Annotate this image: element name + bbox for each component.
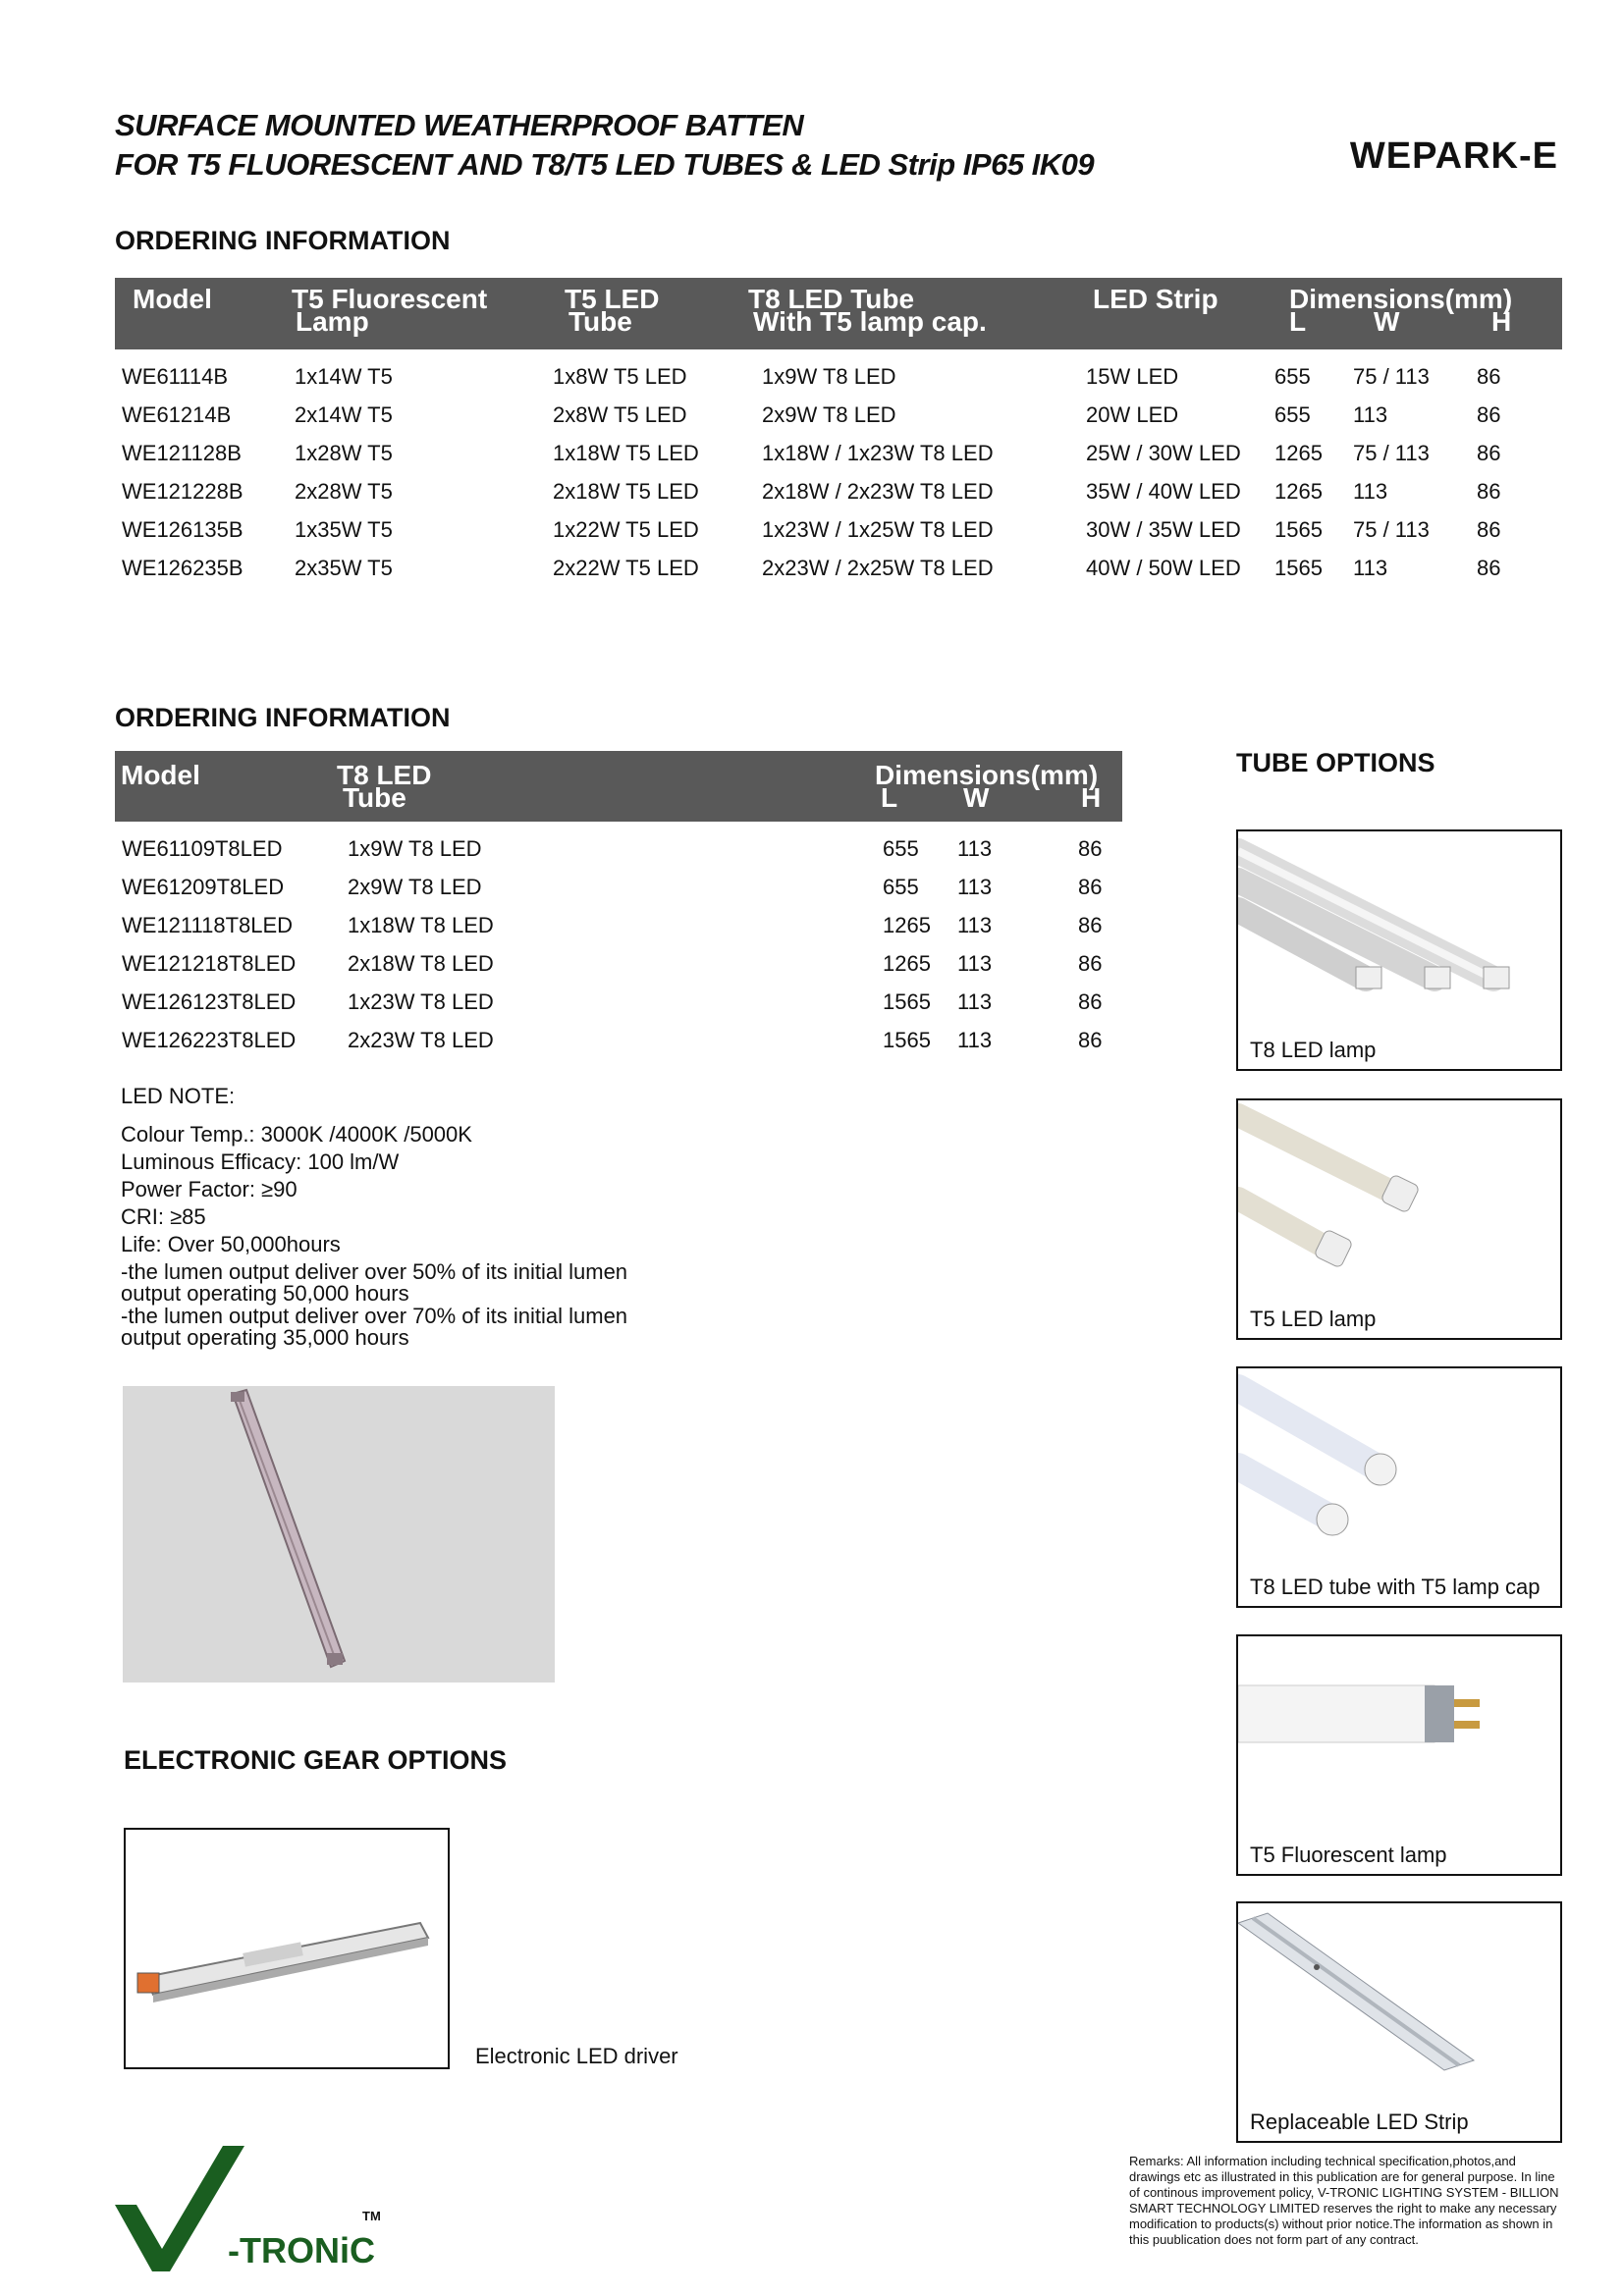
cell-t8led: 2x9W T8 LED xyxy=(762,402,896,427)
remarks-text: Remarks: All information including technical specification,photos,and drawings etc as illustrated in this publication are for general purpose. In line of continous improvement policy, V-TRONIC LIGHTING SYSTEM - BILLION SMART TECHNOLOGY LIMITED reserves the right to make any necessary modification to products(s) without prior notice.The information as shown in this puublication does not form part of any contract. xyxy=(1129,2154,1559,2247)
cell-model: WE61209T8LED xyxy=(122,875,285,899)
cell-l: 1265 xyxy=(1274,441,1323,465)
tube-option-t5-led xyxy=(1236,1098,1562,1340)
title-line-1: SURFACE MOUNTED WEATHERPROOF BATTEN xyxy=(115,108,804,142)
table-row xyxy=(0,983,1178,1021)
tube-option-t8-with-t5-cap xyxy=(1236,1366,1562,1608)
cell-l: 655 xyxy=(883,836,919,861)
cell-t8led: 1x18W / 1x23W T8 LED xyxy=(762,441,994,465)
tube-option-led-strip xyxy=(1236,1901,1562,2143)
cell-t8led: 2x23W / 2x25W T8 LED xyxy=(762,556,994,580)
th-t5-fluorescent: T5 Fluorescent xyxy=(292,284,488,314)
cell-t8: 2x23W T8 LED xyxy=(348,1028,494,1052)
table-row xyxy=(0,434,1624,472)
cell-h: 86 xyxy=(1078,1028,1103,1052)
th2-h: H xyxy=(1081,782,1102,813)
cell-t5led: 1x8W T5 LED xyxy=(553,364,687,389)
ordering-info-heading-2: ORDERING INFORMATION xyxy=(115,703,451,732)
table-row xyxy=(0,868,1178,906)
cell-w: 113 xyxy=(957,989,993,1014)
cell-l: 1265 xyxy=(883,913,931,937)
led-note-life: Life: Over 50,000hours xyxy=(121,1232,341,1256)
table-row xyxy=(0,357,1624,396)
cell-t8led: 1x23W / 1x25W T8 LED xyxy=(762,517,994,542)
cell-t8led: 1x9W T8 LED xyxy=(762,364,896,389)
cell-t5f: 1x35W T5 xyxy=(295,517,393,542)
cell-strip: 15W LED xyxy=(1086,364,1179,389)
cell-l: 655 xyxy=(1274,402,1311,427)
table-row xyxy=(0,510,1624,549)
th-model: Model xyxy=(133,284,212,314)
cell-t5f: 2x28W T5 xyxy=(295,479,393,504)
cell-model: WE121128B xyxy=(122,441,242,465)
cell-strip: 40W / 50W LED xyxy=(1086,556,1241,580)
table-row xyxy=(0,829,1178,868)
cell-w: 75 / 113 xyxy=(1353,441,1430,465)
cell-t8: 1x18W T8 LED xyxy=(348,913,494,937)
cell-model: WE126235B xyxy=(122,556,244,580)
t8-led-lamp-image xyxy=(1238,831,1560,1069)
cell-t8: 1x9W T8 LED xyxy=(348,836,482,861)
cell-l: 1265 xyxy=(883,951,931,976)
tube-option-t5-fluorescent xyxy=(1236,1634,1562,1876)
cell-w: 113 xyxy=(1353,479,1388,504)
cell-w: 75 / 113 xyxy=(1353,364,1430,389)
t5-led-lamp-image xyxy=(1238,1100,1560,1338)
th-t8-led-tube-2: With T5 lamp cap. xyxy=(753,306,987,337)
cell-strip: 20W LED xyxy=(1086,402,1179,427)
batten-fixture-image xyxy=(123,1386,555,1682)
cell-t8led: 2x18W / 2x23W T8 LED xyxy=(762,479,994,504)
cell-t5led: 1x22W T5 LED xyxy=(553,517,699,542)
cell-l: 1565 xyxy=(1274,556,1323,580)
led-note-lumen-2: output operating 50,000 hours xyxy=(121,1281,409,1306)
cell-t5led: 2x8W T5 LED xyxy=(553,402,687,427)
tube-caption-3: T8 LED tube with T5 lamp cap xyxy=(1250,1575,1541,1599)
cell-h: 86 xyxy=(1477,402,1501,427)
th-w: W xyxy=(1374,306,1400,337)
brand-logo xyxy=(115,2146,390,2273)
cell-t5led: 1x18W T5 LED xyxy=(553,441,699,465)
th2-model: Model xyxy=(121,760,200,790)
led-note-lumen-3: -the lumen output deliver over 70% of its initial lumen xyxy=(121,1304,628,1328)
led-note-title: LED NOTE: xyxy=(121,1084,236,1108)
cell-t5f: 1x28W T5 xyxy=(295,441,393,465)
cell-l: 1265 xyxy=(1274,479,1323,504)
table-row xyxy=(0,944,1178,983)
product-code: WEPARK-E xyxy=(1349,135,1558,177)
trademark: TM xyxy=(362,2209,381,2223)
cell-strip: 35W / 40W LED xyxy=(1086,479,1241,504)
cell-model: WE126123T8LED xyxy=(122,989,297,1014)
led-note-cri: CRI: ≥85 xyxy=(121,1204,206,1229)
title-line-2: FOR T5 FLUORESCENT AND T8/T5 LED TUBES & LED Strip IP65 IK09 xyxy=(115,147,1095,182)
cell-l: 1565 xyxy=(883,989,931,1014)
driver-caption: Electronic LED driver xyxy=(475,2044,678,2068)
cell-w: 113 xyxy=(957,875,993,899)
cell-h: 86 xyxy=(1078,836,1103,861)
cell-w: 113 xyxy=(957,836,993,861)
led-strip-image xyxy=(1238,1903,1560,2141)
tube-caption-4: T5 Fluorescent lamp xyxy=(1250,1842,1447,1867)
tube-caption-2: T5 LED lamp xyxy=(1250,1307,1377,1331)
t8-led-tube-t5-cap-image xyxy=(1238,1368,1560,1606)
cell-model: WE121118T8LED xyxy=(122,913,294,937)
cell-model: WE61114B xyxy=(122,364,229,389)
t5-fluorescent-lamp-image xyxy=(1238,1636,1560,1874)
cell-t5f: 1x14W T5 xyxy=(295,364,393,389)
brand-name: -TRONiC xyxy=(228,2230,375,2270)
th-h: H xyxy=(1491,306,1512,337)
cell-w: 113 xyxy=(1353,402,1388,427)
cell-model: WE121218T8LED xyxy=(122,951,297,976)
cell-h: 86 xyxy=(1477,364,1501,389)
tube-options-heading: TUBE OPTIONS xyxy=(1236,748,1435,777)
cell-w: 113 xyxy=(957,951,993,976)
cell-model: WE61214B xyxy=(122,402,232,427)
th2-t8-led-2: Tube xyxy=(343,782,406,813)
led-driver-image xyxy=(126,1830,448,2067)
th-t8-led-tube: T8 LED Tube xyxy=(748,284,915,314)
cell-t5led: 2x18W T5 LED xyxy=(553,479,699,504)
cell-w: 113 xyxy=(957,1028,993,1052)
cell-model: WE121228B xyxy=(122,479,244,504)
cell-strip: 30W / 35W LED xyxy=(1086,517,1241,542)
cell-l: 655 xyxy=(1274,364,1311,389)
cell-l: 655 xyxy=(883,875,919,899)
cell-model: WE61109T8LED xyxy=(122,836,283,861)
th-t5-led: T5 LED xyxy=(565,284,660,314)
cell-h: 86 xyxy=(1477,517,1501,542)
cell-h: 86 xyxy=(1477,441,1501,465)
th2-dimensions: Dimensions(mm) xyxy=(875,760,1099,790)
table-row xyxy=(0,472,1624,510)
led-note-colour: Colour Temp.: 3000K /4000K /5000K xyxy=(121,1122,472,1147)
gear-options-heading: ELECTRONIC GEAR OPTIONS xyxy=(124,1745,508,1775)
table-row xyxy=(0,396,1624,434)
cell-h: 86 xyxy=(1078,989,1103,1014)
table2-header xyxy=(115,751,1122,822)
th-l: L xyxy=(1289,306,1307,337)
table-row xyxy=(0,549,1624,587)
th-led-strip: LED Strip xyxy=(1093,284,1218,314)
cell-t5f: 2x14W T5 xyxy=(295,402,393,427)
led-note-efficacy: Luminous Efficacy: 100 lm/W xyxy=(121,1149,400,1174)
cell-w: 113 xyxy=(957,913,993,937)
led-note-pf: Power Factor: ≥90 xyxy=(121,1177,298,1201)
tube-caption-1: T8 LED lamp xyxy=(1250,1038,1377,1062)
th-dimensions: Dimensions(mm) xyxy=(1289,284,1513,314)
document-title xyxy=(115,106,1094,185)
cell-w: 113 xyxy=(1353,556,1388,580)
cell-t5led: 2x22W T5 LED xyxy=(553,556,699,580)
driver-image-box xyxy=(124,1828,450,2069)
cell-h: 86 xyxy=(1078,951,1103,976)
cell-w: 75 / 113 xyxy=(1353,517,1430,542)
led-note-lumen-4: output operating 35,000 hours xyxy=(121,1325,409,1350)
th-t5-led-2: Tube xyxy=(568,306,632,337)
cell-h: 86 xyxy=(1078,875,1103,899)
cell-l: 1565 xyxy=(883,1028,931,1052)
cell-l: 1565 xyxy=(1274,517,1323,542)
tube-caption-5: Replaceable LED Strip xyxy=(1250,2109,1469,2134)
tube-option-t8-led xyxy=(1236,829,1562,1071)
cell-t5f: 2x35W T5 xyxy=(295,556,393,580)
th-t5-fluorescent-2: Lamp xyxy=(296,306,369,337)
cell-t8: 1x23W T8 LED xyxy=(348,989,494,1014)
cell-model: WE126223T8LED xyxy=(122,1028,297,1052)
table1-header xyxy=(115,278,1562,349)
table-row xyxy=(0,906,1178,944)
cell-model: WE126135B xyxy=(122,517,244,542)
ordering-info-heading-1: ORDERING INFORMATION xyxy=(115,226,451,255)
th2-l: L xyxy=(881,782,898,813)
cell-t8: 2x9W T8 LED xyxy=(348,875,482,899)
led-note-lumen-1: -the lumen output deliver over 50% of its initial lumen xyxy=(121,1259,628,1284)
cell-h: 86 xyxy=(1477,479,1501,504)
cell-t8: 2x18W T8 LED xyxy=(348,951,494,976)
cell-strip: 25W / 30W LED xyxy=(1086,441,1241,465)
th2-t8-led: T8 LED xyxy=(337,760,432,790)
cell-h: 86 xyxy=(1477,556,1501,580)
table-row xyxy=(0,1021,1178,1059)
cell-h: 86 xyxy=(1078,913,1103,937)
product-photo xyxy=(123,1386,555,1682)
th2-w: W xyxy=(963,782,990,813)
